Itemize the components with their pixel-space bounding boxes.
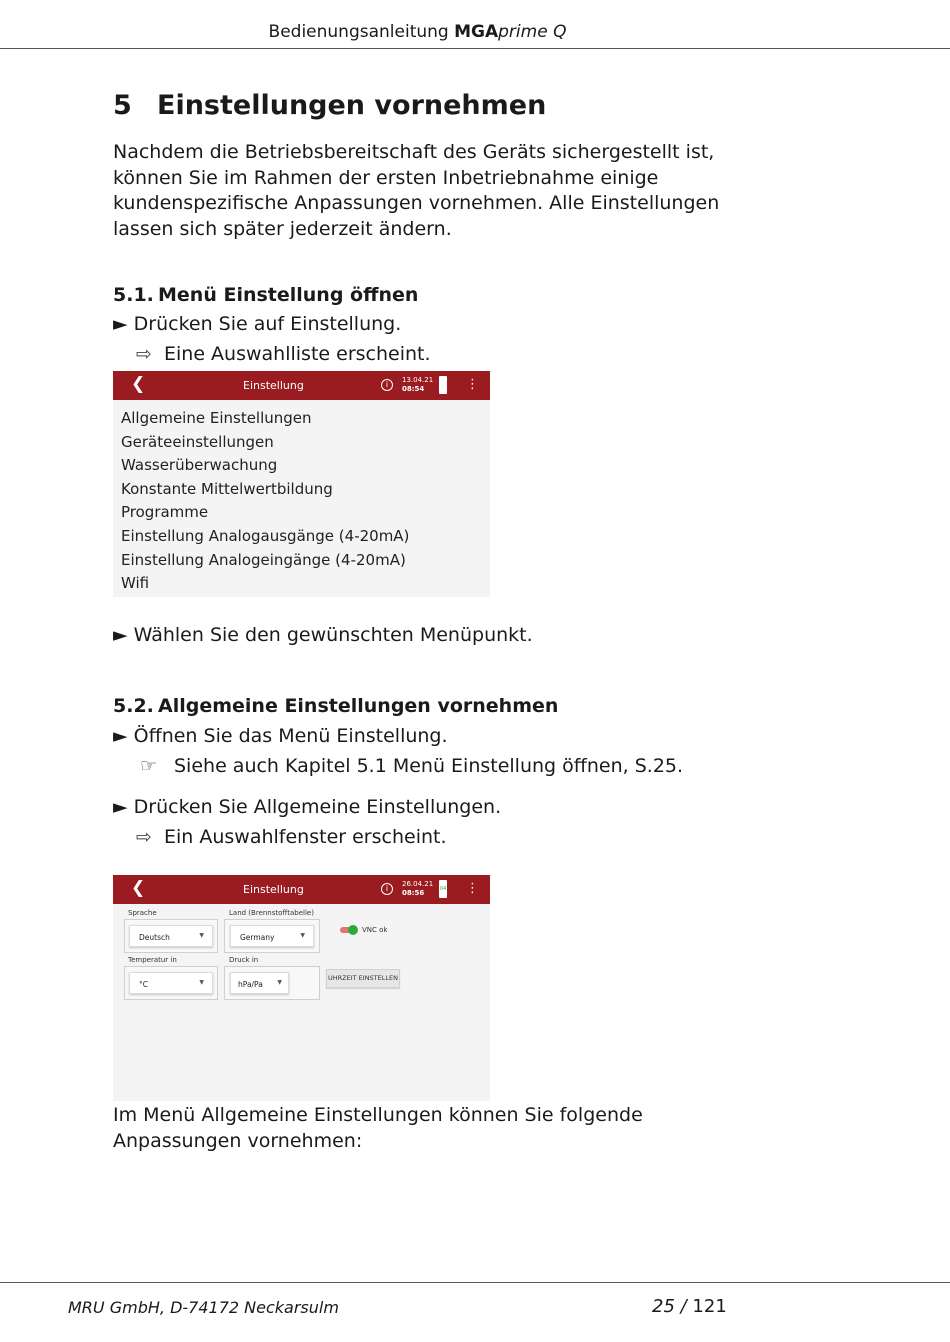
language-value: Deutsch [139,933,170,942]
instruction-result [136,826,447,848]
page-separator: / [674,1296,693,1317]
language-label: Sprache [128,909,157,917]
instruction-result [136,343,431,365]
screenshot-settings-menu [113,371,490,597]
vnc-toggle-knob[interactable] [348,925,358,935]
instruction-step: ► Drücken Sie auf Einstellung. [113,313,402,335]
cross-reference-text: Siehe auch Kapitel 5.1 Menü Einstellung öffnen, S.25. [174,755,684,777]
pressure-dropdown[interactable] [230,972,289,994]
total-pages: 121 [692,1296,727,1317]
section-number: 5.1. [113,284,154,306]
chapter-title [113,90,546,121]
temperature-value: °C [139,980,148,989]
kebab-menu-icon[interactable]: ⋮ [466,377,479,392]
app-bar-title: Einstellung [243,379,304,392]
vnc-label: VNC ok [362,926,388,934]
page-header [0,22,835,42]
arrow-outline-right-icon: ⇨ [136,343,152,365]
instruction-step: ► Öffnen Sie das Menü Einstellung. [113,725,448,747]
app-bar [113,875,490,904]
instruction-step: ► Wählen Sie den gewünschten Menüpunkt. [113,624,533,646]
time: 08:54 [402,385,425,393]
footer-divider [0,1282,950,1283]
caret-down-icon: ▼ [277,979,282,986]
battery-icon: 04 [439,880,447,898]
language-field [124,919,218,953]
pressure-label: Druck in [229,956,259,964]
language-dropdown[interactable] [129,925,213,947]
result-text: Ein Auswahlfenster erscheint. [164,826,447,848]
time: 08:56 [402,889,425,897]
temperature-field [124,966,218,1000]
instruction-step: ► Drücken Sie Allgemeine Einstellungen. [113,796,502,818]
app-bar [113,371,490,400]
result-text: Eine Auswahlliste erscheint. [164,343,431,365]
cross-reference [140,755,683,777]
kebab-menu-icon[interactable]: ⋮ [466,881,479,896]
menu-item-analog-out[interactable]: Einstellung Analogausgänge (4-20mA) [121,526,410,545]
arrow-outline-right-icon: ⇨ [136,826,152,848]
country-label: Land (Brennstofftabelle) [229,909,314,917]
date: 26.04.21 [402,880,434,888]
footer-page-number [652,1296,727,1317]
section-title: Allgemeine Einstellungen vornehmen [158,695,559,717]
date: 13.04.21 [402,376,434,384]
menu-item-wifi[interactable]: Wifi [121,574,150,593]
pressure-field [224,966,320,1000]
caret-down-icon: ▼ [300,932,305,939]
header-divider [0,48,950,49]
closing-paragraph: Im Menü Allgemeine Einstellungen können Sie folgende Anpassungen vornehmen: [113,1104,643,1152]
chapter-title-text: Einstellungen vornehmen [157,90,547,121]
battery-icon [439,376,447,394]
menu-item-device[interactable]: Geräteeinstellungen [121,432,274,451]
temperature-dropdown[interactable] [129,972,213,994]
intro-paragraph: Nachdem die Betriebsbereitschaft des Geräts sichergestellt ist, können Sie im Rahmen der ersten Inbetriebnahme einige kundenspezifische Anpassungen vornehmen. Alle Einstellungen lassen sich später jederzeit ändern. [113,141,720,240]
section-number: 5.2. [113,695,154,717]
info-icon[interactable]: i [381,883,393,895]
settings-menu-list [113,400,490,596]
country-dropdown[interactable] [230,925,314,947]
pointing-hand-icon: ☞ [140,755,158,777]
temperature-label: Temperatur in [128,956,177,964]
country-value: Germany [240,933,275,942]
chevron-left-icon[interactable]: ❮ [131,878,146,898]
current-page: 25 [652,1296,675,1317]
chevron-left-icon[interactable]: ❮ [131,374,146,394]
date-time [402,376,433,394]
country-field [224,919,320,953]
section-title: Menü Einstellung öffnen [158,284,419,306]
menu-item-general[interactable]: Allgemeine Einstellungen [121,409,312,427]
menu-item-programs[interactable]: Programme [121,503,209,522]
header-brand-bold: MGA [454,22,499,42]
screenshot-general-settings [113,875,490,1101]
section-heading-5-2 [113,695,558,717]
section-heading-5-1 [113,284,418,306]
menu-item-average[interactable]: Konstante Mittelwertbildung [121,479,333,498]
menu-item-analog-in[interactable]: Einstellung Analogeingänge (4-20mA) [121,550,406,569]
caret-down-icon: ▼ [199,979,204,986]
pressure-value: hPa/Pa [238,980,263,989]
app-bar-title: Einstellung [243,883,304,896]
caret-down-icon: ▼ [199,932,204,939]
date-time [402,880,433,898]
chapter-number: 5 [113,90,132,121]
info-icon[interactable]: i [381,379,393,391]
header-prefix: Bedienungsanleitung [268,22,455,42]
menu-item-water[interactable]: Wasserüberwachung [121,456,278,475]
footer-company: MRU GmbH, D-74172 Neckarsulm [68,1298,339,1317]
set-time-button[interactable]: UHRZEIT EINSTELLEN [326,969,400,988]
header-brand-italic: prime Q [498,22,567,42]
